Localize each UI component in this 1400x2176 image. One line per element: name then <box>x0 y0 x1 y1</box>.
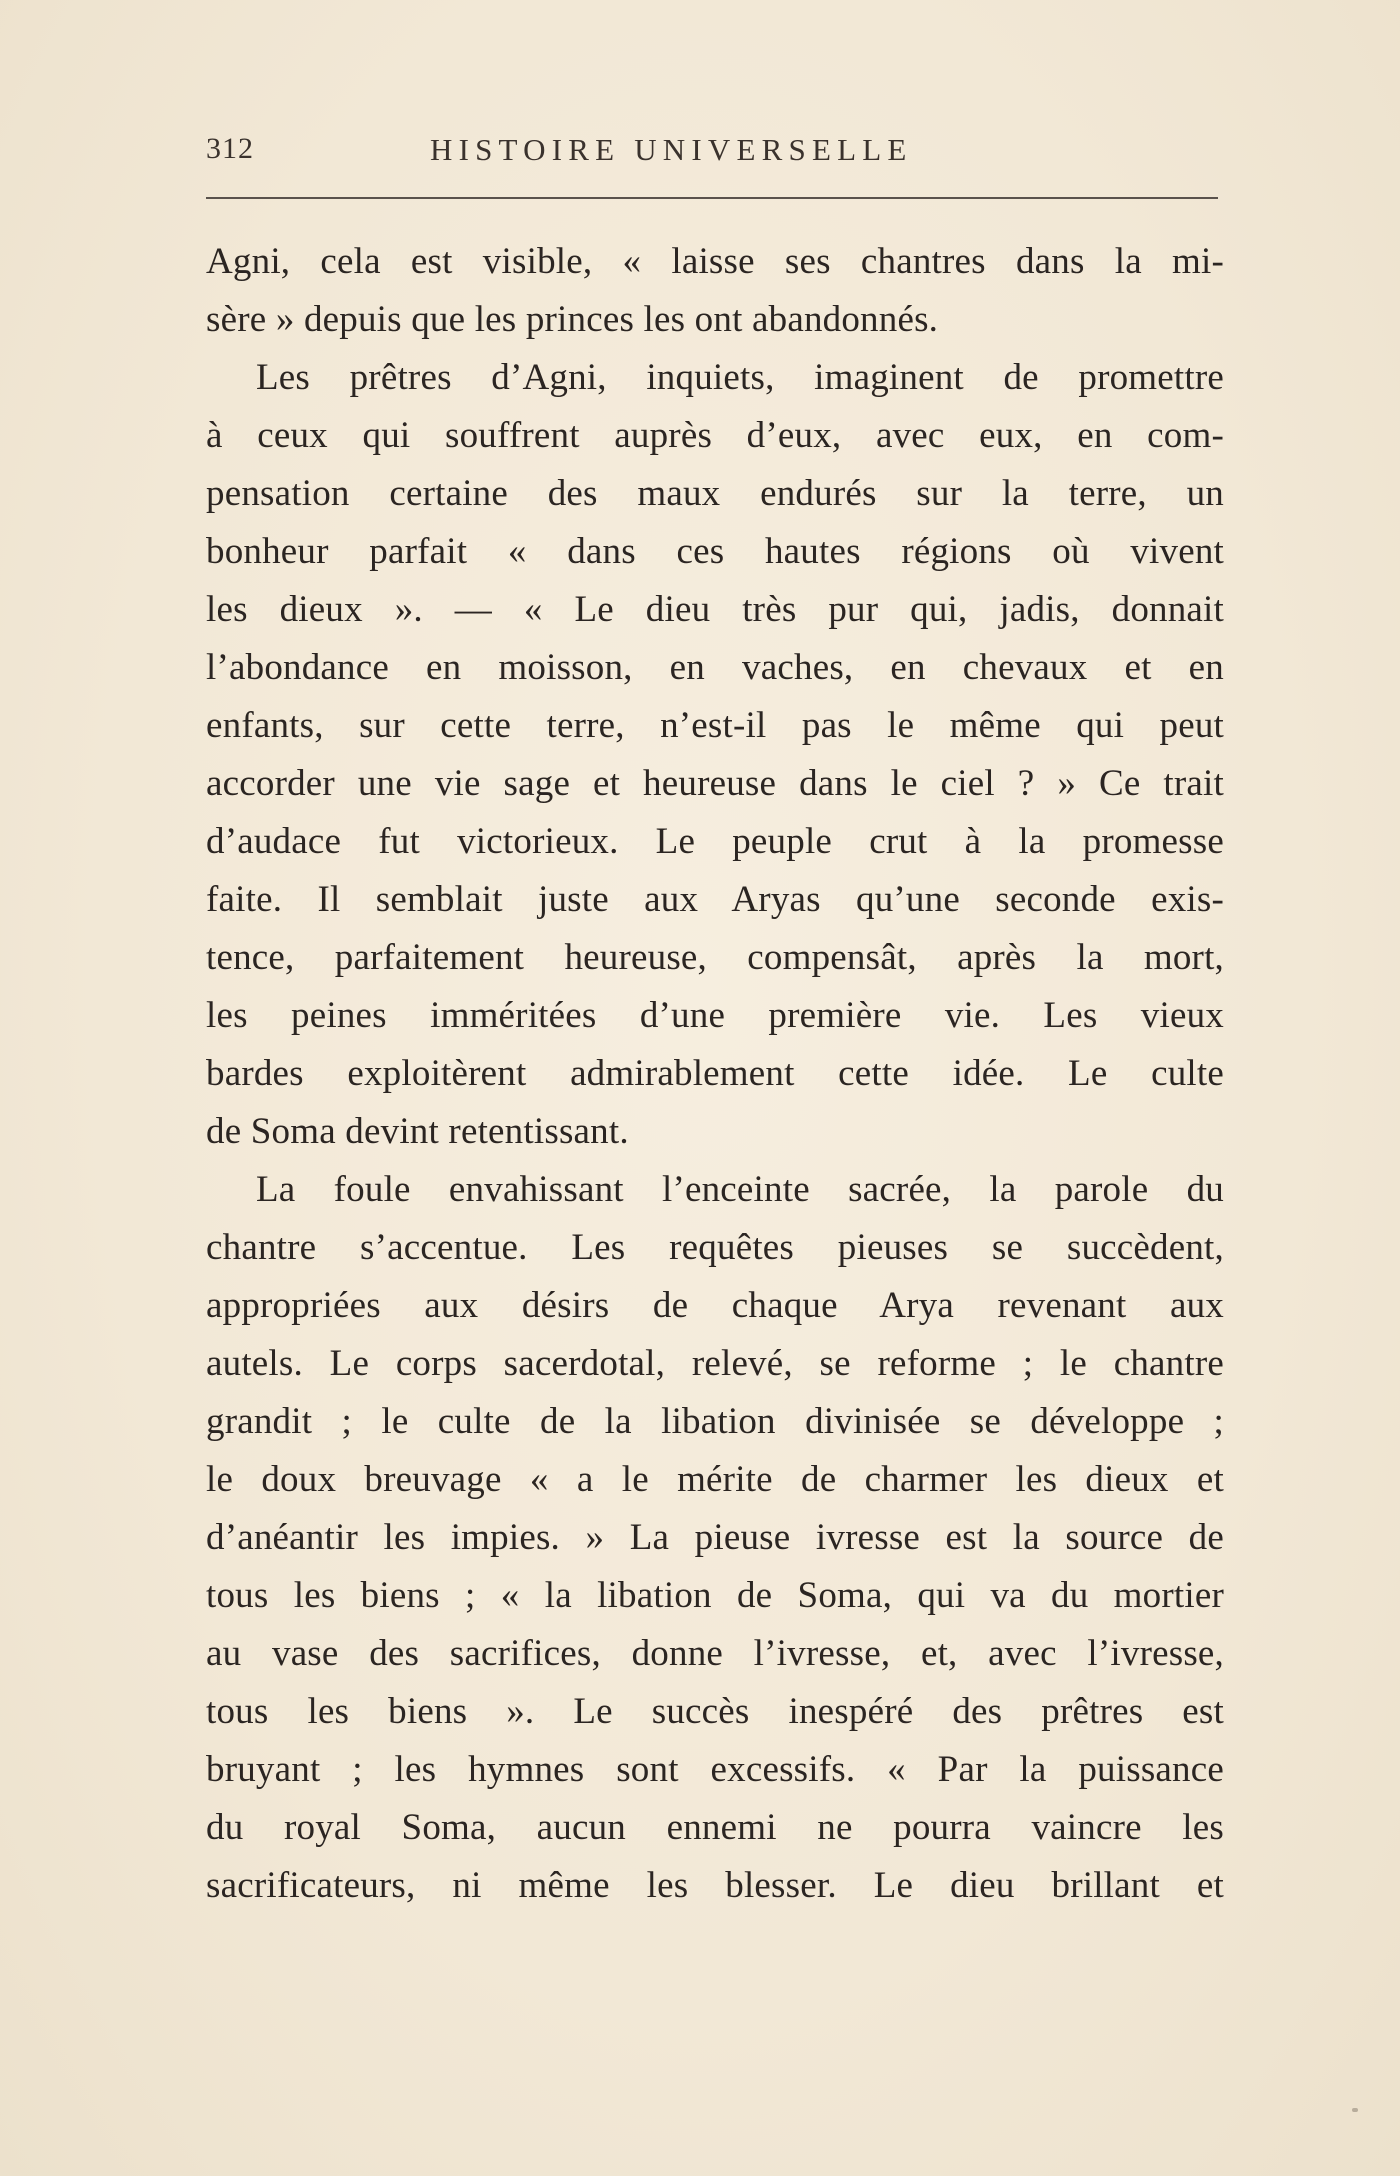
text-line: grandit ; le culte de la libation divinisée se développe ; <box>206 1401 1224 1442</box>
text-line: chantre s’accentue. Les requêtes pieuses se succèdent, <box>206 1227 1224 1268</box>
running-head <box>206 132 1218 172</box>
page-number: 312 <box>206 132 254 165</box>
text-line: l’abondance en moisson, en vaches, en chevaux et en <box>206 647 1224 688</box>
text-line: enfants, sur cette terre, n’est-il pas le même qui peut <box>206 705 1224 746</box>
text-line: bardes exploitèrent admirablement cette idée. Le culte <box>206 1053 1224 1094</box>
text-line: tence, parfaitement heureuse, compensât, après la mort, <box>206 937 1224 978</box>
text-line: sère » depuis que les princes les ont abandonnés. <box>206 299 939 340</box>
text-line: du royal Soma, aucun ennemi ne pourra vaincre les <box>206 1807 1224 1848</box>
text-line: bonheur parfait « dans ces hautes régions où vivent <box>206 531 1224 572</box>
text-line: faite. Il semblait juste aux Aryas qu’une seconde exis- <box>206 879 1224 920</box>
text-line: Agni, cela est visible, « laisse ses chantres dans la mi- <box>206 241 1224 282</box>
text-line: sacrificateurs, ni même les blesser. Le dieu brillant et <box>206 1865 1224 1906</box>
body-text <box>206 233 1224 1915</box>
text-line: pensation certaine des maux endurés sur la terre, un <box>206 473 1224 514</box>
text-line: d’anéantir les impies. » La pieuse ivresse est la source de <box>206 1517 1224 1558</box>
text-line: d’audace fut victorieux. Le peuple crut à la promesse <box>206 821 1224 862</box>
text-line: autels. Le corps sacerdotal, relevé, se reforme ; le chantre <box>206 1343 1224 1384</box>
text-line: Les prêtres d’Agni, inquiets, imaginent de promettre <box>256 357 1224 398</box>
text-line: accorder une vie sage et heureuse dans le ciel ? » Ce trait <box>206 763 1224 804</box>
text-line: à ceux qui souffrent auprès d’eux, avec eux, en com- <box>206 415 1224 456</box>
text-line: La foule envahissant l’enceinte sacrée, la parole du <box>256 1169 1224 1210</box>
header-rule <box>206 197 1218 199</box>
text-line: les peines imméritées d’une première vie. Les vieux <box>206 995 1224 1036</box>
text-line: le doux breuvage « a le mérite de charmer les dieux et <box>206 1459 1224 1500</box>
text-line: au vase des sacrifices, donne l’ivresse, et, avec l’ivresse, <box>206 1633 1224 1674</box>
text-line: tous les biens ; « la libation de Soma, qui va du mortier <box>206 1575 1224 1616</box>
text-line: bruyant ; les hymnes sont excessifs. « Par la puissance <box>206 1749 1224 1790</box>
text-line: les dieux ». — « Le dieu très pur qui, jadis, donnait <box>206 589 1224 630</box>
running-title: HISTOIRE UNIVERSELLE <box>430 132 913 167</box>
text-line: appropriées aux désirs de chaque Arya revenant aux <box>206 1285 1224 1326</box>
text-line: de Soma devint retentissant. <box>206 1111 629 1152</box>
text-line: tous les biens ». Le succès inespéré des prêtres est <box>206 1691 1224 1732</box>
paper-speck <box>1352 2108 1358 2112</box>
